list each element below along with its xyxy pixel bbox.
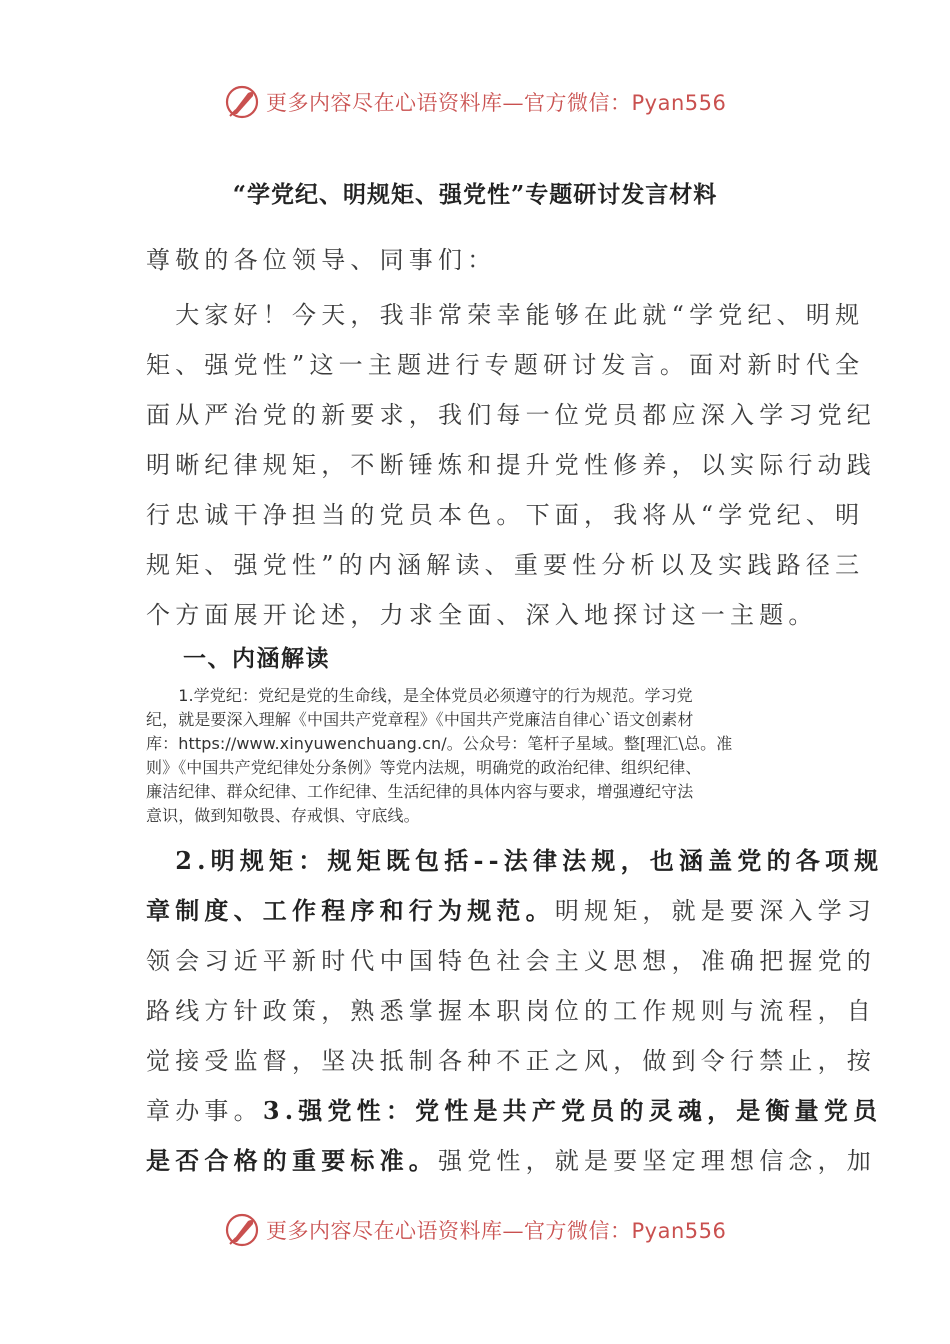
point2-line: [146, 836, 883, 886]
point2-line: 路线方针政策，熟悉掌握本职岗位的工作规则与流程，自: [146, 997, 876, 1025]
point1-line: 库：https://www.xinyuwenchuang.cn/。公众号：笔杆子星域。整[理汇\总。准: [146, 734, 733, 753]
header-banner-handle: Pyan556: [631, 91, 727, 115]
point3-line: [146, 1136, 883, 1186]
point1-paragraph: [146, 684, 811, 828]
intro-paragraph: [146, 290, 876, 640]
footer-banner-handle: Pyan556: [631, 1219, 727, 1243]
quill-logo-icon: [224, 1212, 260, 1248]
header-banner-label: 更多内容尽在心语资料库—官方微信：: [266, 91, 632, 115]
point2-bold: 2.明规矩：规矩既包括--法律法规，也涵盖党的各项规: [146, 846, 884, 875]
intro-line: 明晰纪律规矩，不断锤炼和提升党性修养，以实际行动践: [146, 451, 876, 479]
point3-bold: 是否合格的重要标准。: [146, 1146, 438, 1175]
point3-line: [146, 1086, 883, 1136]
footer-banner-label: 更多内容尽在心语资料库—官方微信：: [266, 1219, 632, 1243]
intro-line: 个方面展开论述，力求全面、深入地探讨这一主题。: [146, 601, 818, 629]
document-title: “学党纪、明规矩、强党性”专题研讨发言材料: [232, 181, 718, 208]
intro-line: 规矩、强党性”的内涵解读、重要性分析以及实践路径三: [146, 551, 865, 579]
section-heading: 一、内涵解读: [183, 645, 330, 672]
points-paragraph: [146, 836, 883, 1186]
intro-line: 大家好！今天，我非常荣幸能够在此就“学党纪、明规: [146, 301, 865, 329]
quill-logo-icon: [224, 84, 260, 120]
intro-line: 行忠诚干净担当的党员本色。下面，我将从“学党纪、明: [146, 501, 865, 529]
intro-line: 矩、强党性”这一主题进行专题研讨发言。面对新时代全: [146, 351, 865, 379]
point2-line: 领会习近平新时代中国特色社会主义思想，准确把握党的: [146, 947, 876, 975]
header-banner-text: [266, 87, 726, 117]
intro-line: 面从严治党的新要求，我们每一位党员都应深入学习党纪: [146, 401, 876, 429]
point2-bold: 章制度、工作程序和行为规范。: [146, 896, 555, 925]
point2-tail: 章办事。: [146, 1097, 263, 1125]
point1-line: 1.学党纪：党纪是党的生命线，是全体党员必须遵守的行为规范。学习党: [146, 686, 693, 705]
point3-bold: 3.强党性：党性是共产党员的灵魂，是衡量党员: [262, 1096, 883, 1125]
point2-line: 觉接受监督，坚决抵制各种不正之风，做到令行禁止，按: [146, 1047, 876, 1075]
greeting: 尊敬的各位领导、同事们：: [146, 246, 497, 274]
footer-banner: [0, 1208, 950, 1252]
point1-line: 意识，做到知敬畏、存戒惧、守底线。: [146, 806, 420, 825]
header-banner: [0, 80, 950, 124]
point1-line: 纪，就是要深入理解《中国共产党章程》《中国共产党廉洁自律心`语文创素材: [146, 710, 694, 729]
footer-banner-text: [266, 1215, 726, 1245]
point2-text: 明规矩，就是要深入学习: [554, 897, 877, 925]
point1-line: 则》《中国共产党纪律处分条例》等党内法规，明确党的政治纪律、组织纪律、: [146, 758, 702, 777]
point3-text: 强党性，就是要坚定理想信念，加: [438, 1147, 876, 1175]
point1-line: 廉洁纪律、群众纪律、工作纪律、生活纪律的具体内容与要求，增强遵纪守法: [146, 782, 694, 801]
point2-line: [146, 886, 883, 936]
